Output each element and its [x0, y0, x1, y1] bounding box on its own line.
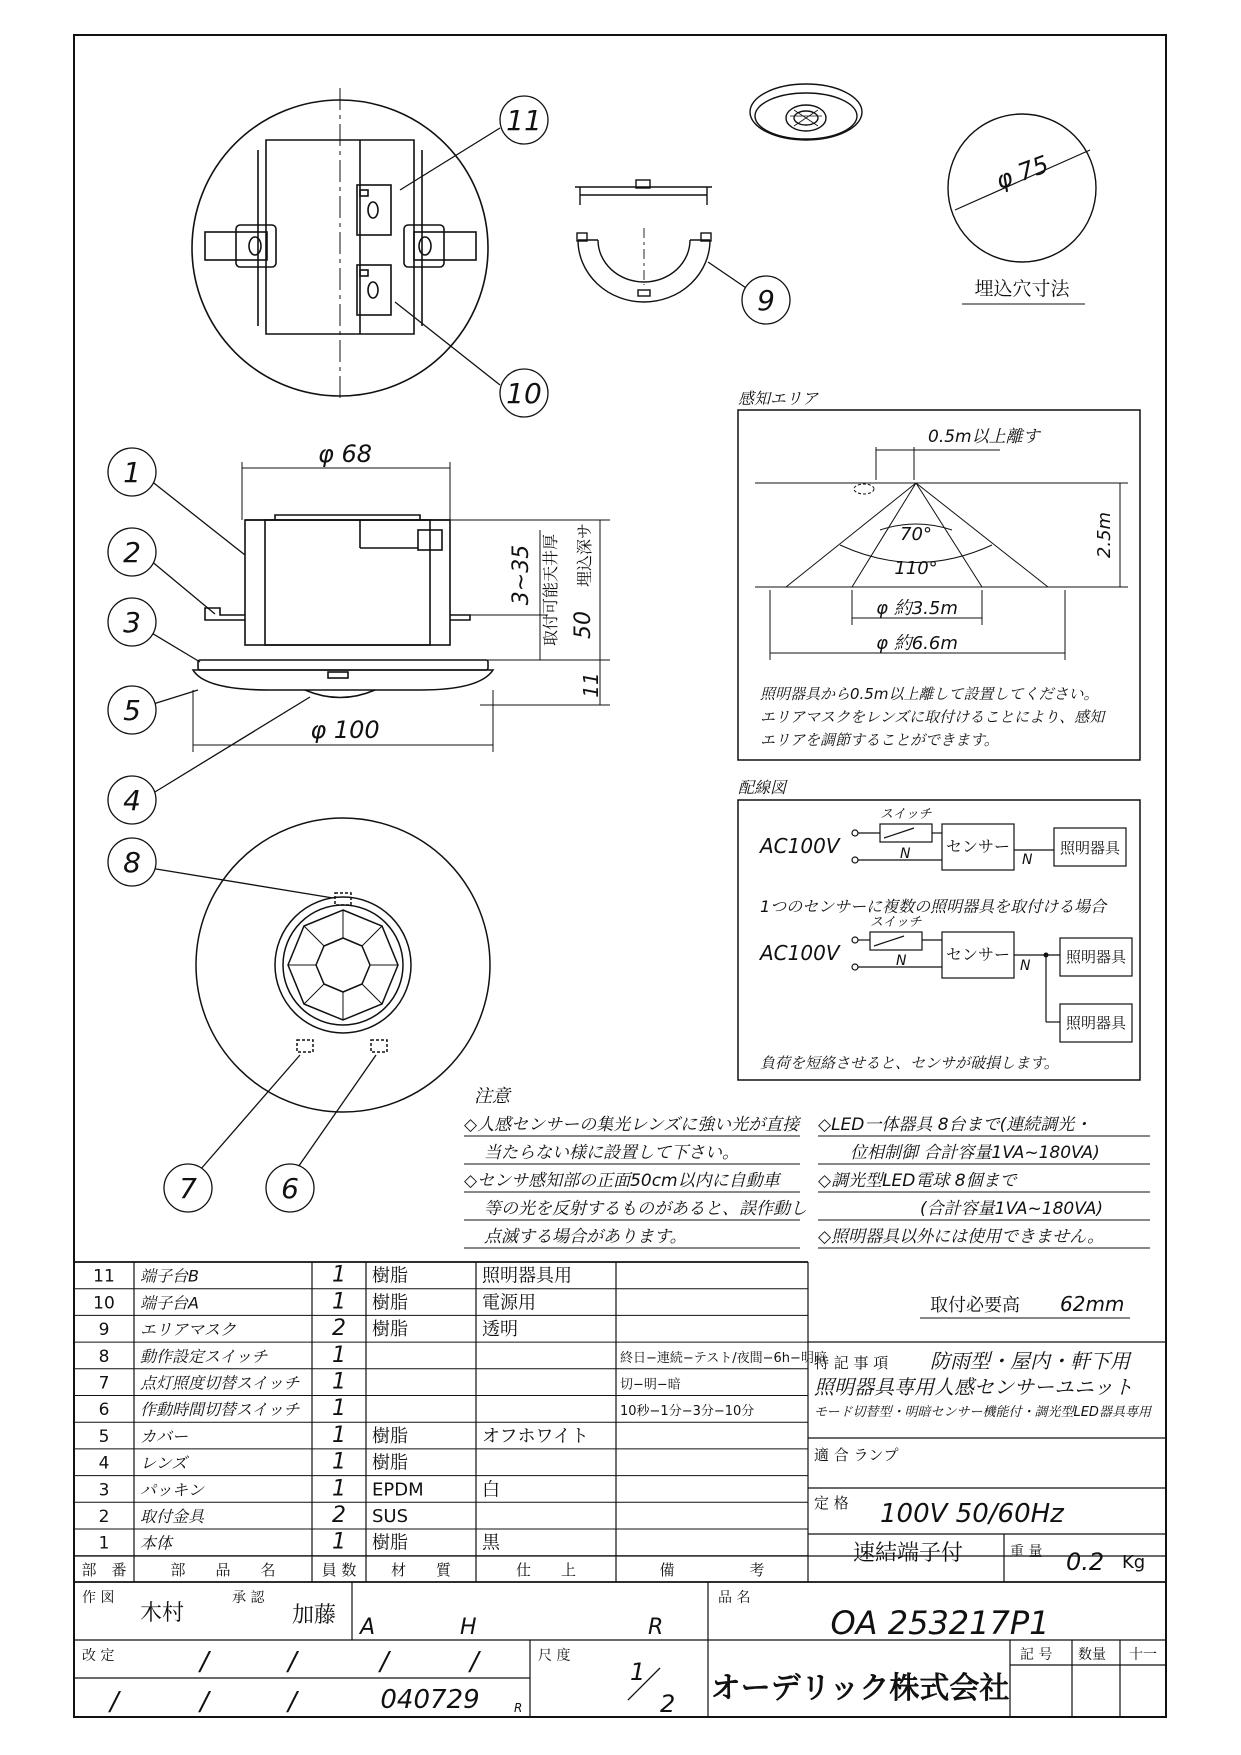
part-name: パッキン	[140, 1480, 204, 1500]
part-finish: オフホワイト	[482, 1425, 589, 1447]
sensing-title: 感知エリア	[738, 389, 819, 408]
dim-50: 50	[571, 611, 596, 639]
product-label: 品 名	[718, 1590, 751, 1606]
callout-5: 5	[123, 694, 141, 727]
callout-10: 10	[506, 377, 542, 410]
company-name: オーデリック株式会社	[710, 1671, 1010, 1706]
part-no: 2	[98, 1507, 110, 1527]
part-qty: 1	[332, 1529, 346, 1555]
part-qty: 1	[332, 1262, 346, 1288]
spec-lamp-label: 適 合 ランプ	[814, 1446, 899, 1464]
sensing-note-3: エリアを調節することができます。	[760, 731, 999, 749]
part-material: 樹脂	[372, 1452, 408, 1474]
callout-3: 3	[123, 606, 141, 639]
header-no: 部 番	[81, 1561, 127, 1579]
embed-hole	[948, 114, 1096, 262]
part-name: 動作設定スイッチ	[140, 1346, 268, 1366]
wiring-lamp-3: 照明器具	[1065, 1014, 1127, 1032]
revision-slash-1: /	[200, 1647, 209, 1677]
top-view	[192, 88, 488, 402]
spec-special-1: 防雨型・屋内・軒下用	[930, 1349, 1130, 1373]
wiring-ac-2: AC100V	[760, 941, 840, 965]
spec-weight-value: 0.2	[1066, 1548, 1105, 1576]
part-qty: 2	[332, 1316, 346, 1342]
part-material: 樹脂	[372, 1292, 408, 1314]
sensing-d35: φ 約3.5m	[876, 598, 958, 619]
bottom-view	[196, 818, 490, 1112]
part-qty: 1	[332, 1449, 346, 1475]
wiring-lamp-2: 照明器具	[1065, 948, 1127, 966]
caution-r3: ◇調光型LED電球 8個まで	[818, 1171, 1017, 1191]
part-no: 1	[98, 1533, 110, 1554]
wiring-sensor-1: センサー	[945, 837, 1011, 856]
callout-11: 11	[506, 104, 542, 137]
part-no: 9	[98, 1320, 110, 1341]
dim-11: 11	[579, 672, 603, 698]
spec-weight-label: 重 量	[1010, 1544, 1043, 1560]
part-material: 樹脂	[372, 1532, 408, 1554]
header-name: 部 品 名	[170, 1561, 276, 1579]
approved-name: 加藤	[292, 1603, 337, 1628]
caution-l1: ◇人感センサーの集光レンズに強い光が直接	[464, 1115, 800, 1135]
wiring-switch-2: スイッチ	[870, 915, 922, 930]
caution-r2: 位相制御 合計容量1VA~180VA)	[850, 1143, 1100, 1163]
dim-depth-label: 埋込深サ	[575, 522, 594, 588]
revision-slash-3: /	[380, 1647, 389, 1677]
caution-l2: 当たらない様に設置して下さい。	[484, 1143, 739, 1163]
caution-r4: (合計容量1VA~180VA)	[920, 1199, 1103, 1219]
part-qty: 1	[332, 1289, 346, 1315]
caution-r1: ◇LED一体器具 8台まで(連続調光・	[818, 1115, 1092, 1135]
spec-height-value: 62mm	[1060, 1292, 1125, 1316]
parts-table	[74, 1263, 827, 1556]
wiring-ac-1: AC100V	[760, 834, 840, 858]
part-name: 取付金具	[140, 1507, 205, 1526]
part-finish: 黒	[482, 1532, 500, 1554]
part-qty: 1	[332, 1422, 346, 1448]
sensing-angle-70: 70°	[900, 524, 932, 545]
part-remark: 切−明−暗	[620, 1377, 681, 1393]
product-sketch	[750, 84, 862, 140]
part-material: 樹脂	[372, 1265, 408, 1287]
scale-num: 1	[630, 1658, 646, 1686]
revision-label: 改 定	[82, 1648, 115, 1664]
revision-slash-2: /	[288, 1647, 297, 1677]
dim-thickness-label: 取付可能天井厚	[541, 533, 560, 647]
callout-2: 2	[123, 536, 141, 569]
wiring-warning: 負荷を短絡させると、センサが破損します。	[760, 1054, 1059, 1072]
part-no: 7	[98, 1373, 110, 1394]
spec-rating-label: 定 格	[814, 1494, 849, 1512]
part-finish: 電源用	[482, 1292, 536, 1314]
part-finish: 照明器具用	[482, 1265, 572, 1287]
part-remark: 終日−連続−テスト/夜間−6h−明暗	[620, 1350, 827, 1366]
caution-r5: ◇照明器具以外には使用できません。	[818, 1227, 1105, 1247]
wiring-switch-1: スイッチ	[880, 807, 932, 822]
wiring-sensor-2: センサー	[945, 945, 1011, 964]
qty-label: 数量	[1078, 1647, 1106, 1663]
header-finish: 仕 上	[515, 1561, 577, 1579]
part-name: カバー	[140, 1426, 189, 1446]
embed-diameter: φ 75	[992, 150, 1053, 195]
part-no: 3	[98, 1480, 110, 1501]
part-qty: 2	[332, 1503, 346, 1528]
caution-l3: ◇センサ感知部の正面50cm以内に自動車	[464, 1171, 780, 1191]
header-remark: 備 考	[659, 1561, 765, 1579]
part-no: 10	[93, 1293, 115, 1314]
part-name: 端子台A	[140, 1293, 199, 1313]
part-remark: 10秒−1分−3分−10分	[620, 1404, 755, 1420]
spec-weight-unit: Kg	[1122, 1552, 1146, 1573]
wiring-n-3: N	[896, 953, 907, 969]
scale-label: 尺 度	[538, 1648, 571, 1664]
qty-value: 十一	[1129, 1647, 1157, 1663]
part-no: 4	[98, 1453, 110, 1474]
sensing-offset: 0.5m以上離す	[928, 427, 1040, 447]
parts-header	[81, 1561, 764, 1579]
callout-9: 9	[757, 284, 775, 317]
revision-slash-7: /	[288, 1687, 297, 1717]
part-no: 8	[98, 1346, 110, 1367]
wiring-n-2: N	[1022, 852, 1033, 868]
header-material: 材 質	[390, 1561, 452, 1579]
symbol-label: 記 号	[1020, 1647, 1053, 1663]
wiring-n-1: N	[900, 846, 911, 862]
wiring-multi-title: 1つのセンサーに複数の照明器具を取付ける場合	[760, 897, 1107, 916]
part-finish: 透明	[482, 1319, 518, 1341]
part-qty: 1	[332, 1476, 346, 1502]
callout-7: 7	[179, 1172, 197, 1205]
dim-3-35: 3~35	[509, 544, 534, 606]
part-qty: 1	[332, 1369, 346, 1395]
part-name: 作動時間切替スイッチ	[140, 1400, 300, 1420]
part-name: エリアマスク	[140, 1320, 237, 1340]
caution-title: 注意	[474, 1086, 510, 1107]
product-no: OA 253217P1	[830, 1604, 1050, 1642]
revision-slash-4: /	[470, 1647, 479, 1677]
scale-den: 2	[660, 1690, 676, 1718]
part-qty: 1	[332, 1342, 346, 1368]
spec-rating-value: 100V 50/60Hz	[880, 1499, 1064, 1529]
grade-r: R	[648, 1615, 664, 1640]
callout-8: 8	[123, 846, 141, 879]
wiring-n-4: N	[1020, 958, 1031, 974]
spec-special-2: 照明器具専用人感センサーユニット	[814, 1375, 1134, 1399]
dim-68: φ 68	[318, 440, 372, 468]
callout-4: 4	[123, 784, 141, 817]
wiring-lamp-1: 照明器具	[1059, 839, 1121, 857]
area-mask-view	[575, 180, 712, 302]
spec-height-label: 取付必要高	[930, 1295, 1020, 1316]
dim-100: φ 100	[310, 716, 380, 744]
side-view	[193, 515, 493, 698]
drawn-label: 作 図	[82, 1590, 115, 1606]
part-name: レンズ	[140, 1453, 188, 1473]
part-no: 5	[98, 1426, 110, 1447]
revision-slash-6: /	[200, 1687, 209, 1717]
revision-slash-5: /	[110, 1687, 119, 1717]
spec-terminal: 速結端子付	[852, 1541, 964, 1566]
part-finish: 白	[482, 1479, 500, 1501]
grade-a: A	[360, 1615, 376, 1640]
callout-1: 1	[123, 456, 141, 489]
caution-l4: 等の光を反射するものがあると、誤作動し	[484, 1199, 807, 1219]
spec-special-3: モード切替型・明暗センサー機能付・調光型LED器具専用	[814, 1405, 1151, 1420]
header-qty: 員 数	[321, 1561, 357, 1579]
part-name: 本体	[140, 1533, 173, 1553]
part-no: 6	[98, 1400, 110, 1421]
revision-date: 040729	[380, 1685, 480, 1715]
grade-h: H	[460, 1615, 477, 1640]
spec-special-label: 特 記 事 項	[814, 1354, 889, 1372]
sensing-angle-110: 110°	[894, 558, 938, 579]
caution-l5: 点滅する場合があります。	[484, 1227, 687, 1247]
part-material: EPDM	[372, 1479, 424, 1501]
part-material: SUS	[372, 1506, 409, 1527]
part-no: 11	[93, 1266, 115, 1287]
approved-label: 承 認	[232, 1590, 265, 1606]
part-name: 点灯照度切替スイッチ	[140, 1373, 300, 1393]
part-material: 樹脂	[372, 1425, 408, 1447]
sensing-height: 2.5m	[1094, 511, 1115, 559]
revision-date-suffix: R	[514, 1701, 523, 1715]
sensing-note-2: エリアマスクをレンズに取付けることにより、感知	[760, 708, 1105, 726]
callout-6: 6	[281, 1172, 299, 1205]
wiring-title: 配線図	[738, 778, 787, 797]
sensing-note-1: 照明器具から0.5m以上離して設置してください。	[760, 685, 1099, 703]
part-qty: 1	[332, 1396, 346, 1422]
part-material: 樹脂	[372, 1319, 408, 1341]
embed-label: 埋込穴寸法	[974, 278, 1070, 300]
part-name: 端子台B	[140, 1266, 199, 1286]
drawn-name: 木村	[140, 1601, 185, 1626]
sensing-d66: φ 約6.6m	[876, 633, 958, 654]
